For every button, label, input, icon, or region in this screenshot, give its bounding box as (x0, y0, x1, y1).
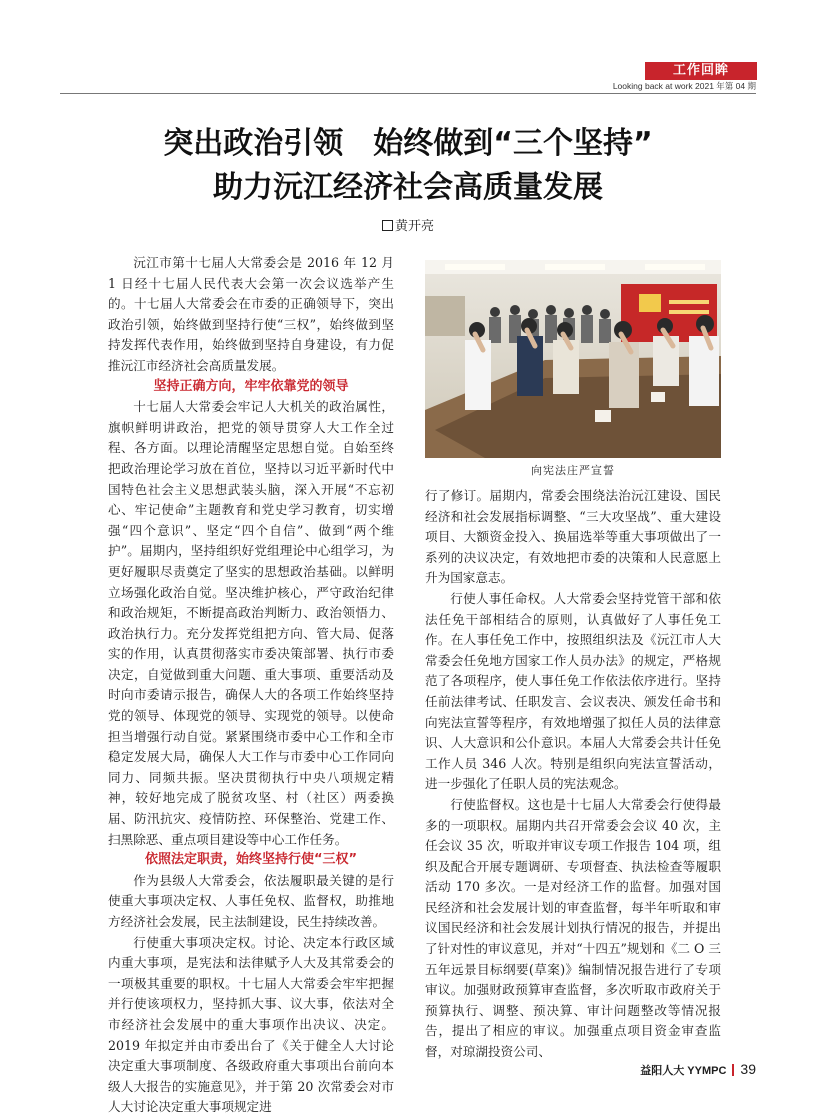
photo-caption: 向宪法庄严宣誓 (531, 464, 615, 477)
article-title (60, 122, 756, 210)
publication-name: 益阳人大 YYMPC (640, 1065, 727, 1077)
title-line-1: 突出政治引领 始终做到“三个坚持” (163, 126, 653, 161)
author-byline (0, 215, 816, 234)
section-heading-1: 坚持正确方向，牢牢依靠党的领导 (153, 378, 349, 394)
page-number: 39 (740, 1061, 756, 1077)
paragraph-5: 行使监督权。这也是十七届人大常委会行使得最多的一项职权。届期内共召开常委会会议 40 次，主任会议 35 次，听取并审议专项工作报告 104 项，组织及配合开展专题调研、专项督查、执法检查等履职活动 170 多次。一是对经济工作的监督。加强对国民经济和社会发展计划的审查监督，每半年听取和审议国民经济和社会发展计划执行情况的报告，并提出了针对性的审议意见，并对“十四五”规划和《二 O 三五年远景目标纲要(草案)》编制情况报告进行了专项审议。加强财政预算审查监督，多次听取市政府关于预算执行、调整、预决算、审计问题整改等情况报告，提出了相应的审议。加强重点项目资金审查监督，对琼湖投资公司、 (425, 796, 721, 1060)
issue-subtitle: Looking back at work 2021 年第 04 期 (612, 81, 756, 91)
paragraph-2: 作为县级人大常委会，依法履职最关键的是行使重大事项决定权、人事任免权、监督权，助推地方经济社会发展，民主法制建设，民生持续改善。 (108, 872, 394, 929)
header-divider (60, 93, 756, 94)
left-column (108, 253, 394, 1118)
author-name: 黄开亮 (394, 219, 434, 234)
title-line-2: 助力沅江经济社会高质量发展 (213, 170, 603, 205)
oath-ceremony-photo (425, 260, 721, 458)
footer-divider (732, 1064, 734, 1076)
intro-paragraph: 沅江市第十七届人大常委会是 2016 年 12 月 1 日经十七届人民代表大会第一次会议选举产生的。十七届人大常委会在市委的正确领导下，突出政治引领，始终做到坚持行使“三权”，始终做到坚持发挥代表作用，始终做到坚持自身建设，有力促推沅江市经济社会高质量发展。 (108, 255, 394, 373)
paragraph-4: 行使人事任命权。人大常委会坚持党管干部和依法任免干部相结合的原则，认真做好了人事任免工作。在人事任免工作中，按照组织法及《沅江市人大常委会任免地方国家工作人员办法》的规定，严格规范了各项程序，使人事任免工作依法依序进行。坚持任前法律考试、任职发言、会议表决、颁发任命书和向宪法宣誓等程序，有效地增强了拟任人员的法律意识、人大意识和公仆意识。本届人大常委会共计任免工作人员 346 人次。特别是组织向宪法宣誓活动，进一步强化了任职人员的宪法观念。 (425, 590, 721, 792)
photo-illustration (425, 260, 721, 458)
page-footer (640, 1061, 756, 1078)
author-box-icon (382, 220, 393, 231)
paragraph-3: 行使重大事项决定权。讨论、决定本行政区域内重大事项，是宪法和法律赋予人大及其常委会的一项极其重要的职权。十七届人大常委会牢牢把握并行使该项权力，坚持抓大事、议大事，依法对全市经济社会发展中的重大事项作出决议、决定。2019 年拟定并由市委出台了《关于健全人大讨论决定重大事项制度、各级政府重大事项出台前向本级人大报告的实施意见》，并于第 20 次常委会对市人大讨论决定重大事项规定进 (108, 934, 394, 1115)
section-tag: 工作回眸 (645, 62, 757, 80)
paragraph-3-continued: 行了修订。届期内，常委会围绕法治沅江建设、国民经济和社会发展指标调整、“三大攻坚战”、重大建设项目、大额资金投入、换届选举等重大事项做出了一系列的决议决定，有效地把市委的决策和人民意愿上升为国家意志。 (425, 488, 721, 586)
right-column (425, 486, 721, 1063)
section-heading-2: 依照法定职责，始终坚持行使“三权” (144, 852, 358, 868)
paragraph-1: 十七届人大常委会牢记人大机关的政治属性，旗帜鲜明讲政治，把党的领导贯穿人大工作全过程、各方面。以理论清醒坚定思想自觉。自始至终把政治理论学习放在首位，坚持以习近平新时代中国特色社会主义思想武装头脑，深入开展“不忘初心、牢记使命”主题教育和党史学习教育，切实增强“四个意识”、坚定“四个自信”、做到“两个维护”。届期内，坚持组织好党组理论中心组学习，为更好履职尽责奠定了坚实的思想政治基础。以鲜明立场强化政治自觉。坚决维护核心，严守政治纪律和政治规矩，不断提高政治判断力、政治领悟力、政治执行力。充分发挥党组把方向、管大局、促落实的作用，认真贯彻落实市委决策部署、执行市委决定，自觉做到重大问题、重大事项、重要活动及时向市委请示报告，确保人大的各项工作始终坚持党的领导、体现党的领导、实现党的领导。以使命担当增强行动自觉。紧紧围绕市委中心工作和全市稳定发展大局，确保人大工作与市委中心工作同向同力、同频共振。坚决贯彻执行中央八项规定精神，较好地完成了脱贫攻坚、村（社区）两委换届、防汛抗灾、疫情防控、环保整治、党建工作、扫黑除恶、重点项目建设等中心工作任务。 (108, 399, 394, 847)
